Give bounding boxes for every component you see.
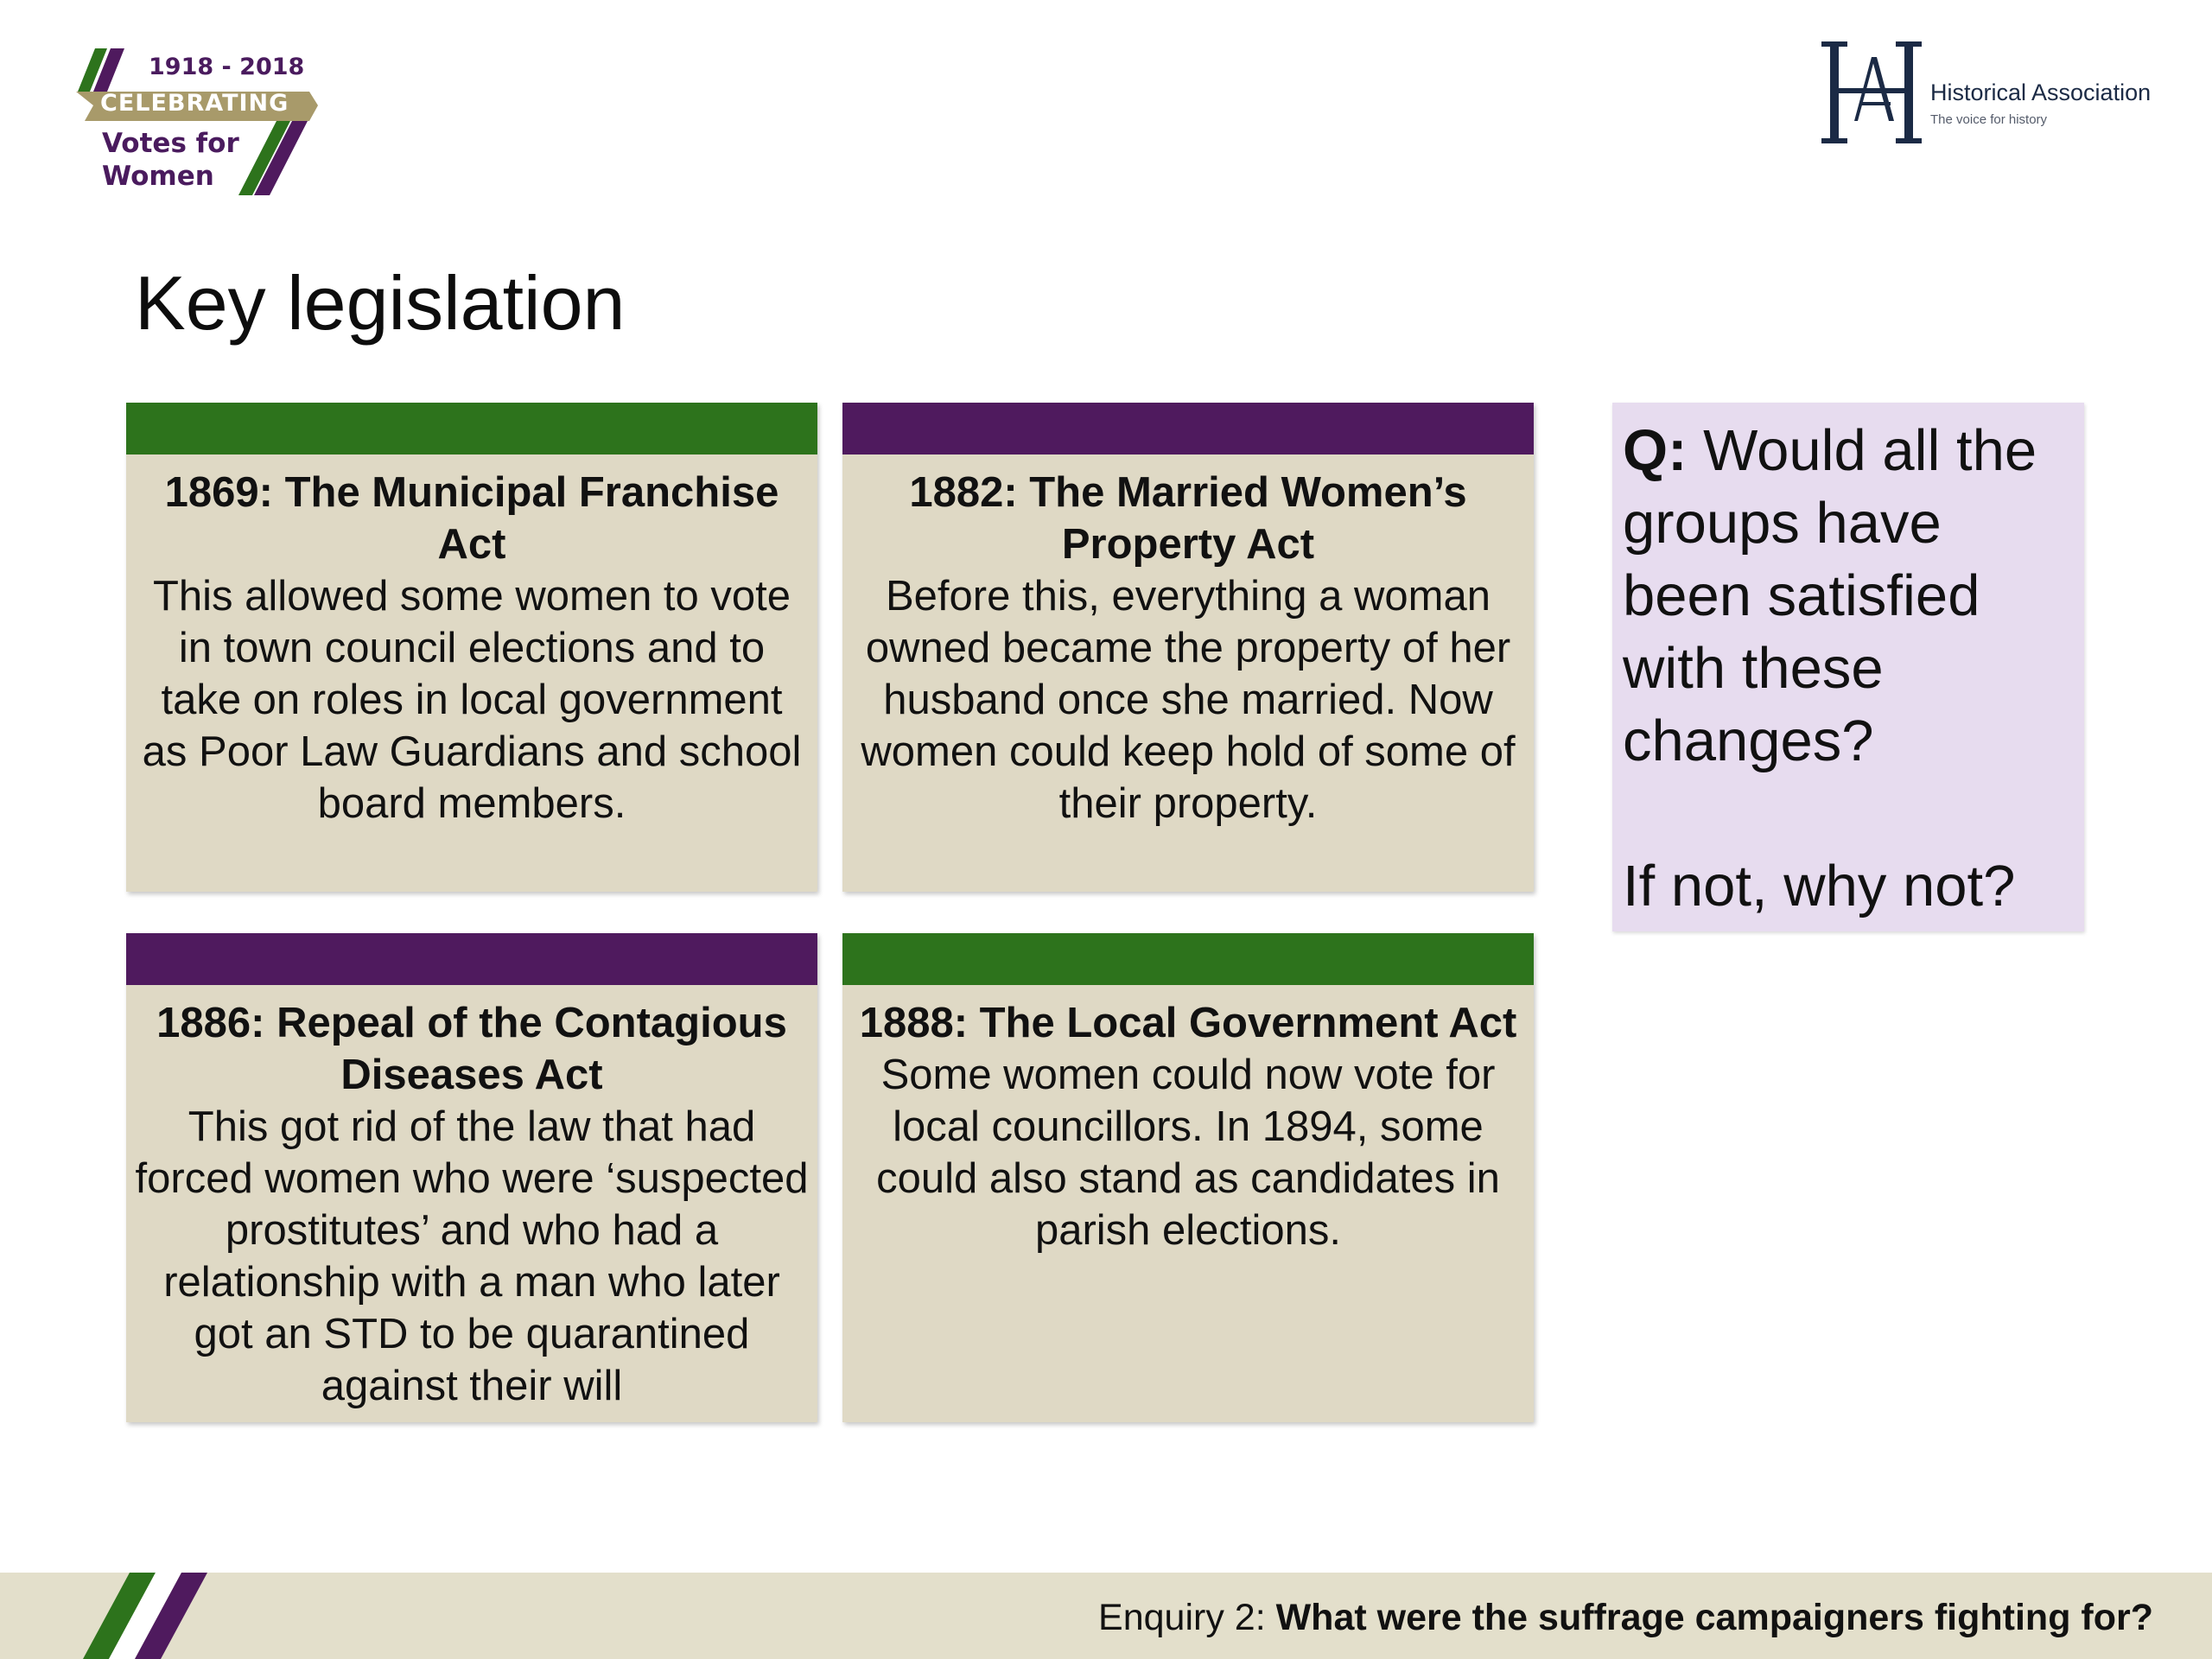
card-text: Some women could now vote for local councillors. In 1894, some could also stand as candidates in parish elections. — [876, 1052, 1500, 1254]
slide-title: Key legislation — [135, 260, 626, 346]
card-body — [842, 985, 1534, 1256]
question-box — [1612, 403, 2084, 931]
card-body — [842, 454, 1534, 830]
card-body — [126, 985, 817, 1412]
card-header-bar — [126, 933, 817, 985]
card-header-bar — [842, 403, 1534, 454]
question-text: Would all the groups have been satisfied with these changes? — [1623, 418, 2037, 773]
ha-monogram-icon — [1821, 38, 1923, 147]
card-text: This allowed some women to vote in town council elections and to take on roles in local government as Poor Law Guardians and school board members. — [142, 573, 802, 827]
logo-line-2: Women — [102, 161, 214, 192]
footer-stripes-icon — [78, 1573, 251, 1659]
votes-for-women-logo — [76, 48, 318, 202]
logo-years: 1918 - 2018 — [149, 54, 305, 80]
legislation-card-1869 — [126, 403, 817, 892]
footer-enquiry-question: What were the suffrage campaigners fighting for? — [1275, 1597, 2153, 1638]
card-heading: 1882: The Married Women’s Property Act — [909, 469, 1467, 568]
card-heading: 1869: The Municipal Franchise Act — [164, 469, 779, 568]
card-text: Before this, everything a woman owned became the property of her husband once she married. Now women could keep hold of some of their property. — [861, 573, 1516, 827]
question-followup: If not, why not? — [1623, 854, 2016, 918]
logo-band-text: CELEBRATING — [100, 90, 289, 117]
ha-name: Historical Association — [1930, 79, 2152, 105]
ha-tagline: The voice for history — [1930, 112, 2048, 127]
card-heading: 1888: The Local Government Act — [859, 1000, 1517, 1046]
card-text: This got rid of the law that had forced women who were ‘suspected prostitutes’ and who had a relationship with a man who later got an STD to be quarantined against their will — [135, 1103, 809, 1409]
legislation-card-1886 — [126, 933, 817, 1422]
card-header-bar — [842, 933, 1534, 985]
historical-association-logo — [1821, 38, 2167, 150]
footer-enquiry-label: Enquiry 2: — [1098, 1597, 1266, 1638]
footer-enquiry — [1098, 1597, 2153, 1639]
legislation-card-1882 — [842, 403, 1534, 892]
card-heading: 1886: Repeal of the Contagious Diseases Act — [156, 1000, 787, 1098]
logo-line-1: Votes for — [102, 128, 239, 159]
footer-bar — [0, 1573, 2212, 1659]
question-label: Q: — [1623, 418, 1688, 483]
legislation-card-1888 — [842, 933, 1534, 1422]
card-header-bar — [126, 403, 817, 454]
card-body — [126, 454, 817, 830]
